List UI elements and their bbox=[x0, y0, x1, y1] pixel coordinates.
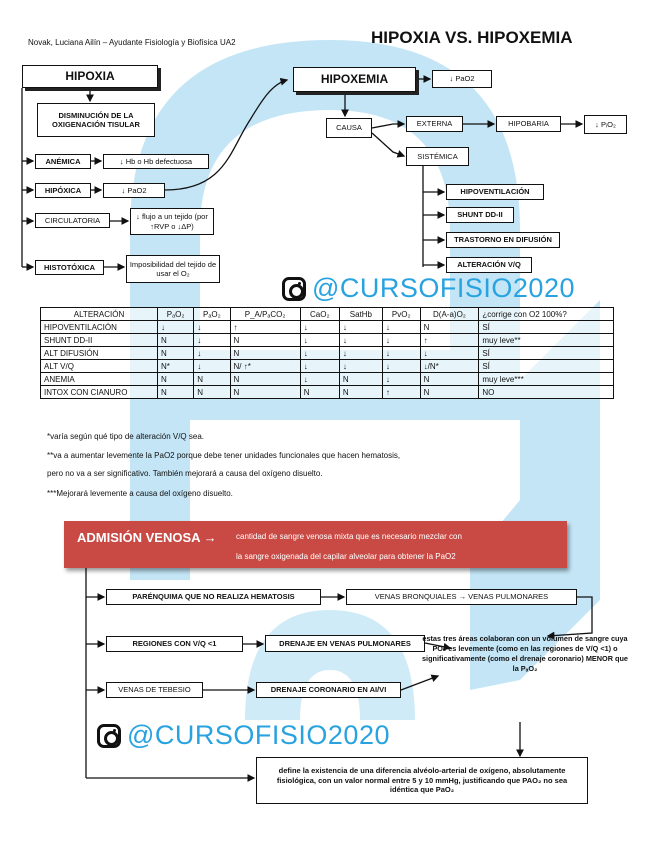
table-row bbox=[41, 321, 614, 334]
header-cell: ALTERACIÓN bbox=[41, 308, 158, 321]
cause-trastorno-difusion: TRASTORNO EN DIFUSIÓN bbox=[446, 232, 560, 248]
hipoxemia-box: HIPOXEMIA bbox=[293, 67, 416, 92]
table-cell: ↓ bbox=[300, 321, 339, 334]
table-cell: ↓ bbox=[339, 321, 382, 334]
table-cell: INTOX CON CIANURO bbox=[41, 386, 158, 399]
page-title: HIPOXIA VS. HIPOXEMIA bbox=[371, 28, 573, 47]
author-line: Novak, Luciana Ailín – Ayudante Fisiología y Biofísica UA2 bbox=[28, 38, 236, 47]
watermark-text: @CURSOFISIO2020 bbox=[127, 720, 390, 750]
type-histotoxica: HISTOTÓXICA bbox=[35, 260, 104, 275]
comparison-table bbox=[40, 307, 614, 399]
table-row bbox=[41, 373, 614, 386]
table-cell: ↓ bbox=[339, 334, 382, 347]
table-cell: N bbox=[158, 386, 194, 399]
table-cell: SÍ bbox=[479, 360, 614, 373]
table-cell: N bbox=[230, 386, 300, 399]
venas-tebesio-box: VENAS DE TEBESIO bbox=[106, 682, 203, 698]
table-cell: ↓ bbox=[300, 360, 339, 373]
table-cell: ↓ bbox=[300, 334, 339, 347]
pio2-box: ↓ PᵢO₂ bbox=[584, 115, 627, 134]
watermark-handle-bottom bbox=[97, 720, 390, 751]
tres-areas-text: estas tres áreas colaboran con un volumen de sangre cuya PO₂ es levemente (como en las regiones de V/Q <1) o significativamente (como el drenaje coronario) MENOR que la PₐO₂ bbox=[422, 634, 628, 673]
footnote-3: ***Mejorará levemente a causa del oxígeno disuelto. bbox=[47, 489, 233, 498]
table-cell: ↑ bbox=[382, 386, 420, 399]
instagram-icon bbox=[282, 277, 306, 301]
table-cell: N bbox=[158, 334, 194, 347]
table-cell: ↑ bbox=[230, 321, 300, 334]
table-cell: ↓/N* bbox=[420, 360, 479, 373]
conclusion-box: define la existencia de una diferencia alvéolo-arterial de oxígeno, absolutamente fisiológica, con un valor normal entre 5 y 10 mmHg, justificando que PAO₂ no sea idéntica que PaO₂ bbox=[256, 757, 588, 804]
table-cell: N bbox=[300, 386, 339, 399]
table-cell: ↓ bbox=[194, 321, 230, 334]
table-cell: SHUNT DD-II bbox=[41, 334, 158, 347]
drenaje-pulmonar-box: DRENAJE EN VENAS PULMONARES bbox=[265, 635, 425, 652]
footnote-2: **va a aumentar levemente la PaO2 porque debe tener unidades funcionales que hacen hematosis, bbox=[47, 451, 401, 460]
externa-box: EXTERNA bbox=[406, 116, 463, 132]
table-header-row bbox=[41, 308, 614, 321]
banner-desc-1: cantidad de sangre venosa mixta que es necesario mezclar con bbox=[236, 532, 462, 541]
cause-hipoxica: ↓ PaO2 bbox=[103, 183, 165, 198]
table-cell: NO bbox=[479, 386, 614, 399]
table-cell: N bbox=[420, 373, 479, 386]
type-circulatoria: CIRCULATORIA bbox=[35, 213, 110, 228]
hipoxia-box: HIPOXIA bbox=[22, 65, 158, 88]
table-row bbox=[41, 334, 614, 347]
table-cell: ↓ bbox=[194, 334, 230, 347]
header-cell: SatHb bbox=[339, 308, 382, 321]
table-cell: ↓ bbox=[339, 347, 382, 360]
cause-shunt: SHUNT DD-II bbox=[446, 207, 514, 223]
table-cell: N bbox=[230, 334, 300, 347]
table-cell: ↓ bbox=[300, 373, 339, 386]
causa-box: CAUSA bbox=[326, 118, 372, 138]
instagram-icon bbox=[97, 724, 121, 748]
table-cell: N bbox=[194, 386, 230, 399]
cause-alteracion-vq: ALTERACIÓN V/Q bbox=[446, 257, 532, 273]
header-cell: D(A-a)O₂ bbox=[420, 308, 479, 321]
parenquima-box: PARÉNQUIMA QUE NO REALIZA HEMATOSIS bbox=[106, 589, 321, 605]
table-cell: SÍ bbox=[479, 321, 614, 334]
table-cell: N bbox=[420, 386, 479, 399]
table-cell: ↓ bbox=[382, 360, 420, 373]
table-cell: ↓ bbox=[420, 347, 479, 360]
header-cell: PvO₂ bbox=[382, 308, 420, 321]
table-cell: ALT DIFUSIÓN bbox=[41, 347, 158, 360]
type-anemica: ANÉMICA bbox=[35, 154, 91, 169]
table-cell: N/ ↑* bbox=[230, 360, 300, 373]
table-cell: ↓ bbox=[339, 360, 382, 373]
cause-histotoxica: Imposibilidad del tejido de usar el O₂ bbox=[126, 255, 220, 283]
table-cell: ↓ bbox=[158, 321, 194, 334]
footnote-2-cont: pero no va a ser significativo. También mejorará a causa del oxígeno disuelto. bbox=[47, 469, 323, 478]
regiones-vq-box: REGIONES CON V/Q <1 bbox=[106, 636, 243, 652]
table-cell: ↓ bbox=[382, 321, 420, 334]
cause-circulatoria: ↓ flujo a un tejido (por ↑RVP o ↓ΔP) bbox=[130, 208, 214, 235]
table-cell: muy leve*** bbox=[479, 373, 614, 386]
header-cell: ¿corrige con O2 100%? bbox=[479, 308, 614, 321]
table-cell: SÍ bbox=[479, 347, 614, 360]
hipoxia-definition: DISMINUCIÓN DE LA OXIGENACIÓN TISULAR bbox=[37, 103, 155, 137]
table-cell: muy leve** bbox=[479, 334, 614, 347]
table-cell: N bbox=[230, 347, 300, 360]
table-cell: ↓ bbox=[382, 373, 420, 386]
hipobaria-box: HIPOBARIA bbox=[496, 116, 561, 132]
table-cell: N bbox=[420, 321, 479, 334]
banner-desc-2: la sangre oxigenada del capilar alveolar para obtener la PaO2 bbox=[236, 552, 456, 561]
watermark-handle-top bbox=[282, 273, 575, 304]
table-cell: HIPOVENTILACIÓN bbox=[41, 321, 158, 334]
table-row bbox=[41, 386, 614, 399]
type-hipoxica: HIPÓXICA bbox=[35, 183, 91, 198]
table-cell: ANEMIA bbox=[41, 373, 158, 386]
table-row bbox=[41, 360, 614, 373]
watermark-text: @CURSOFISIO2020 bbox=[312, 273, 575, 303]
table-cell: ↓ bbox=[382, 347, 420, 360]
header-cell: PₐO₂ bbox=[158, 308, 194, 321]
table-cell: N bbox=[339, 373, 382, 386]
table-cell: N bbox=[158, 347, 194, 360]
table-cell: ↓ bbox=[382, 334, 420, 347]
cause-anemica: ↓ Hb o Hb defectuosa bbox=[103, 154, 209, 169]
table-cell: N bbox=[194, 373, 230, 386]
banner-title: ADMISIÓN VENOSA → bbox=[77, 530, 217, 545]
sistemica-box: SISTÉMICA bbox=[406, 147, 469, 166]
header-cell: CaO₂ bbox=[300, 308, 339, 321]
table-row bbox=[41, 347, 614, 360]
admision-venosa-banner bbox=[64, 521, 567, 568]
table-cell: N* bbox=[158, 360, 194, 373]
cause-hipoventilacion: HIPOVENTILACIÓN bbox=[446, 184, 544, 200]
hipoxemia-result: ↓ PaO2 bbox=[432, 70, 492, 88]
table-cell: ALT V/Q bbox=[41, 360, 158, 373]
table-cell: N bbox=[230, 373, 300, 386]
header-cell: P_A/PₐCO₂ bbox=[230, 308, 300, 321]
table-cell: ↓ bbox=[300, 347, 339, 360]
table-cell: ↓ bbox=[194, 347, 230, 360]
drenaje-coronario-box: DRENAJE CORONARIO EN AI/VI bbox=[256, 682, 401, 698]
venas-bronquiales-box: VENAS BRONQUIALES → VENAS PULMONARES bbox=[346, 589, 577, 605]
table-cell: N bbox=[158, 373, 194, 386]
table-cell: ↑ bbox=[420, 334, 479, 347]
table-cell: N bbox=[339, 386, 382, 399]
table-cell: ↓ bbox=[194, 360, 230, 373]
header-cell: PₐO₂ bbox=[194, 308, 230, 321]
footnote-1: *varía según qué tipo de alteración V/Q sea. bbox=[47, 432, 204, 441]
